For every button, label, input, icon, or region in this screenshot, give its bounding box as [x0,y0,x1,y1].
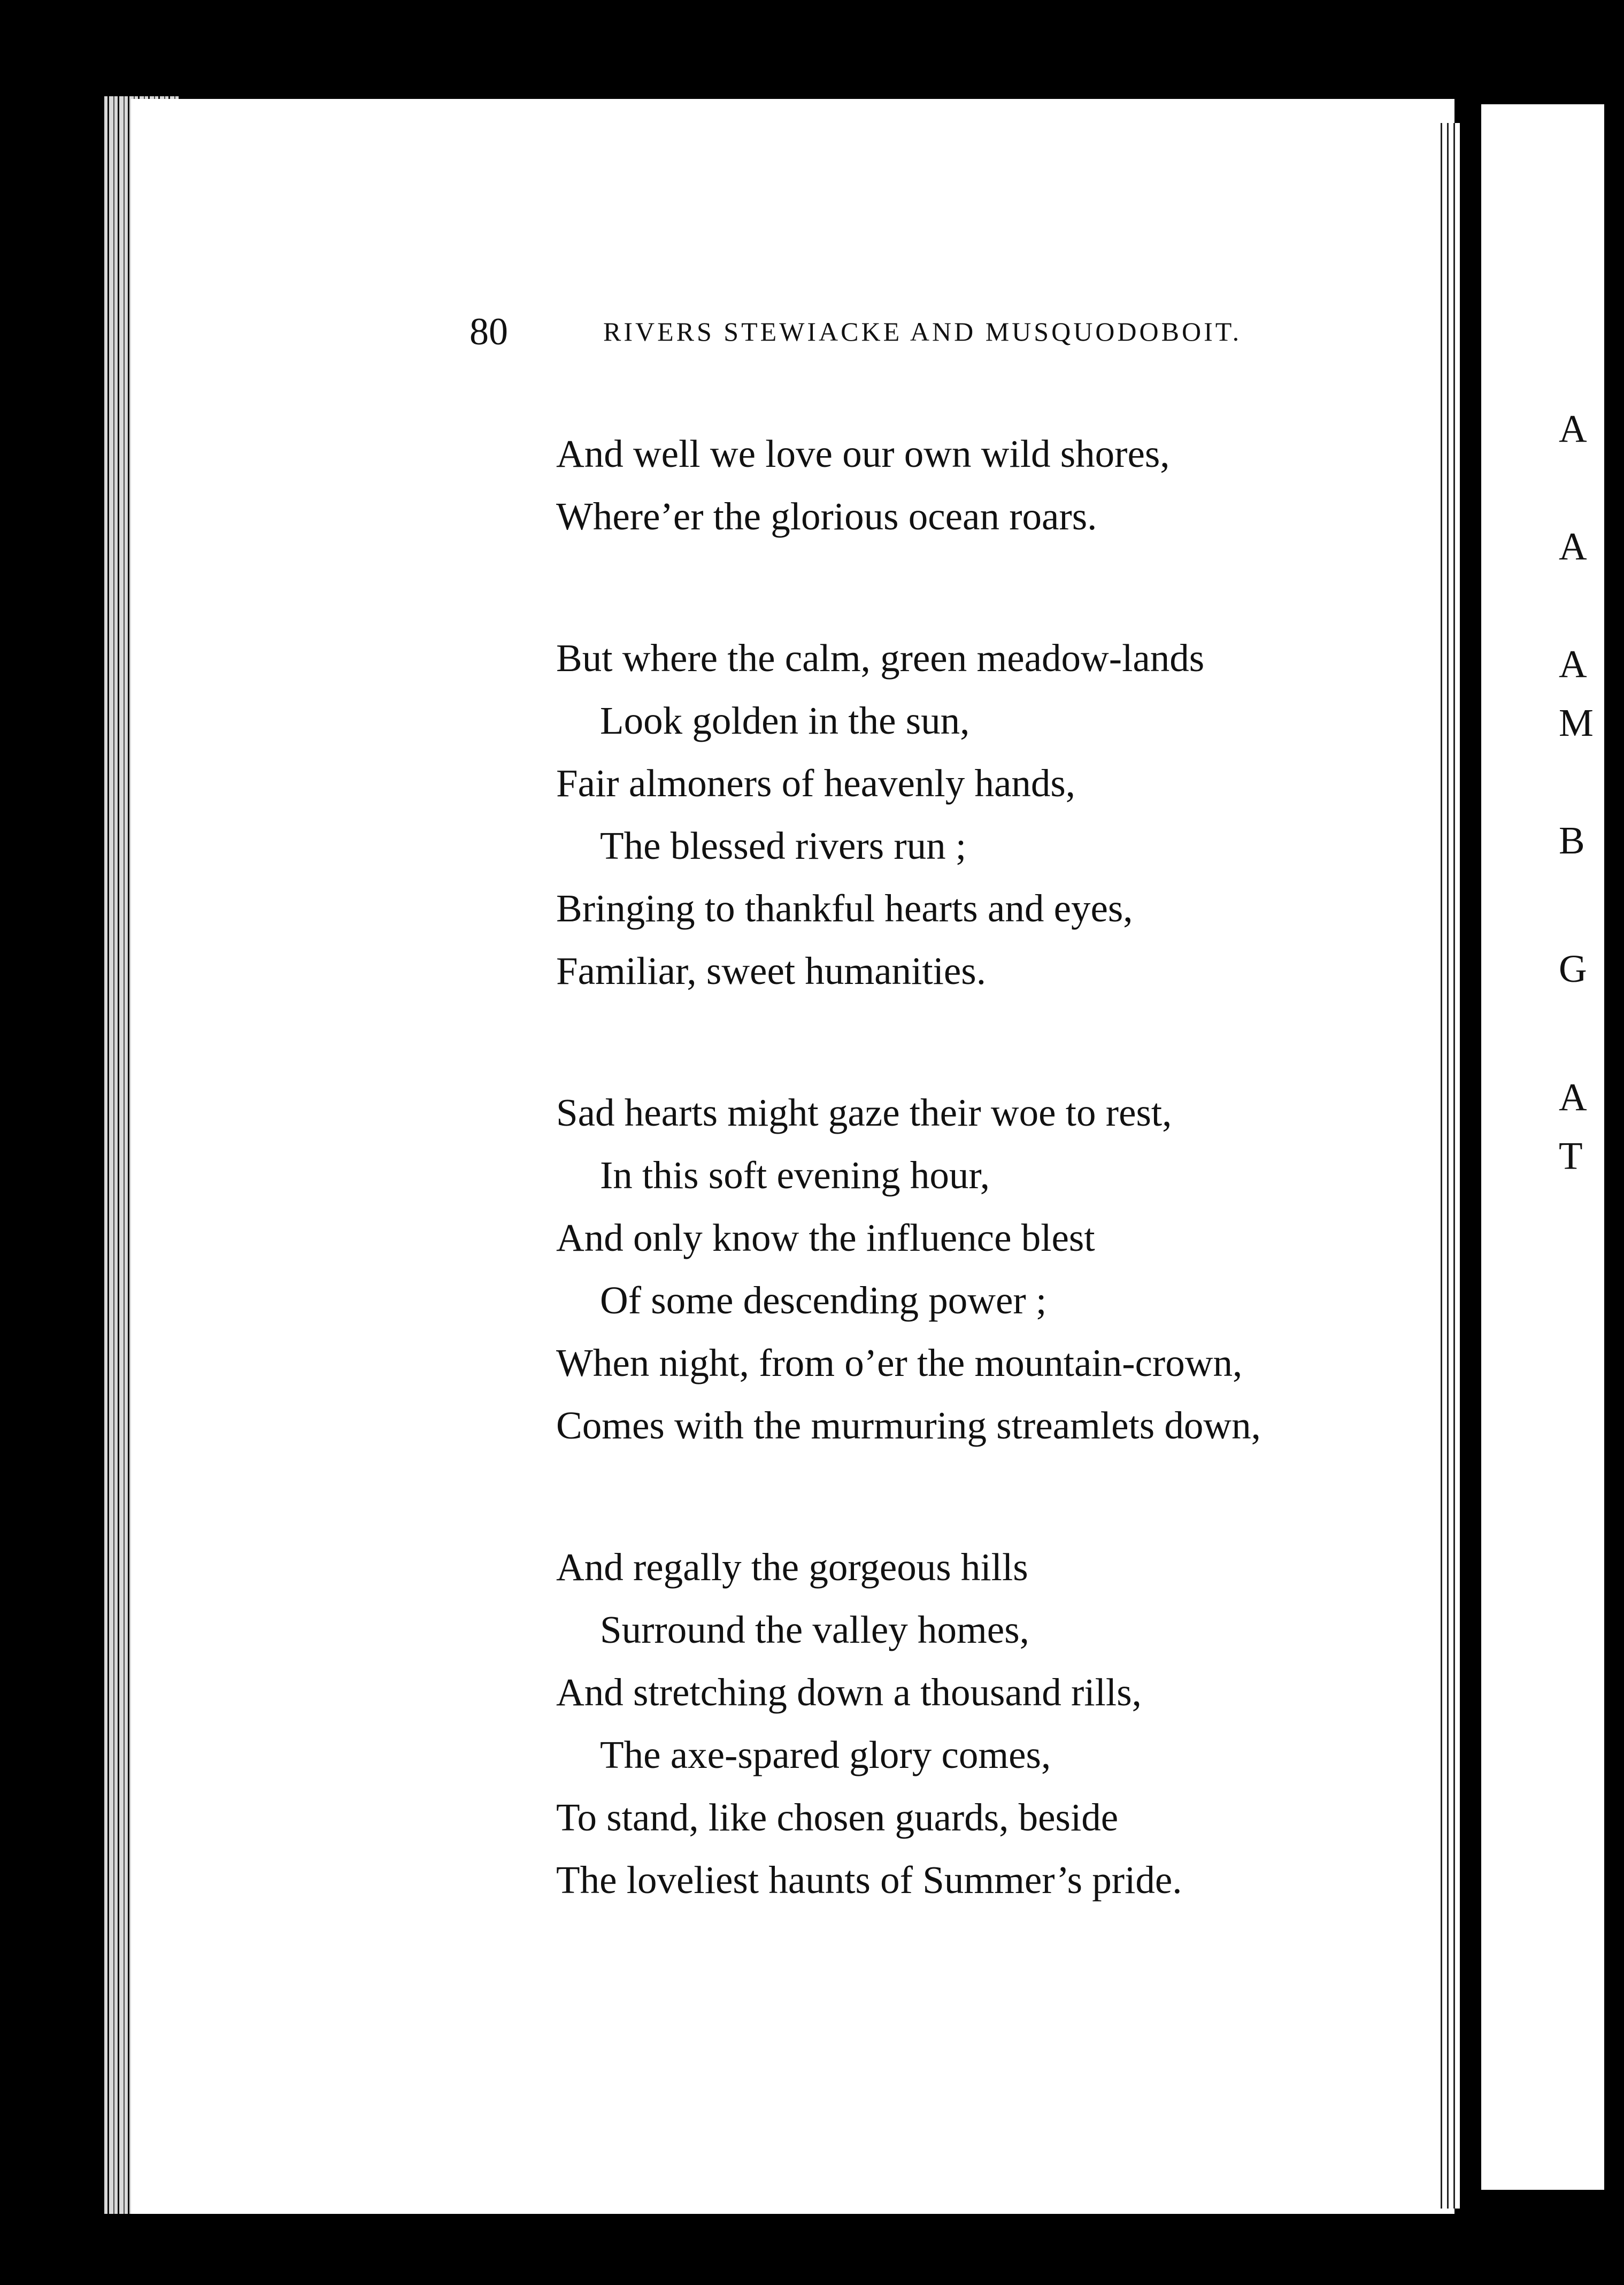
stanza [556,627,1433,1002]
poem-line-indented: Surround the valley homes, [600,1608,1029,1651]
facing-page-letter: G [1559,947,1587,990]
stanza [556,1081,1433,1457]
poem-line-indented: In this soft evening hour, [600,1153,990,1197]
poem-line-indented: The axe-spared glory comes, [600,1733,1051,1776]
poem-line: Comes with the murmuring streamlets down, [556,1404,1261,1447]
running-head [470,305,1400,358]
stanza [556,1536,1433,1911]
facing-page-letter: B [1559,819,1585,862]
running-title: RIVERS STEWIACKE AND MUSQUODOBOIT. [603,317,1242,347]
stanza [556,422,1433,548]
facing-page-letter: A [1559,1075,1587,1119]
poem-line: To stand, like chosen guards, beside [556,1796,1119,1839]
poem-line-indented: Of some descending power ; [600,1279,1047,1322]
poem-line: When night, from o’er the mountain-crown, [556,1341,1243,1384]
facing-page-letters [1559,406,1604,1209]
poem-line: And regally the gorgeous hills [556,1545,1028,1589]
facing-page-letter: T [1559,1134,1583,1178]
poem-line: And only know the influence blest [556,1216,1095,1259]
poem-line: And well we love our own wild shores, [556,432,1170,475]
poem-line: Sad hearts might gaze their woe to rest, [556,1091,1172,1134]
poem-line-indented: The blessed rivers run ; [600,824,967,867]
poem-line: Where’er the glorious ocean roars. [556,495,1097,538]
poem-line: But where the calm, green meadow-lands [556,636,1205,680]
facing-page-letter: A [1559,407,1587,450]
facing-page-letter: A [1559,642,1587,686]
poem-line: Familiar, sweet humanities. [556,949,986,993]
facing-page-letter: M [1559,701,1594,744]
poem-line: Fair almoners of heavenly hands, [556,761,1076,805]
poem-line-indented: Look golden in the sun, [600,699,970,742]
poem-line: And stretching down a thousand rills, [556,1671,1142,1714]
facing-page-letter: A [1559,525,1587,568]
page-number: 80 [470,310,508,353]
poem-line: Bringing to thankful hearts and eyes, [556,887,1133,930]
page-edge-shadow [1438,123,1460,2209]
poem-line: The loveliest haunts of Summer’s pride. [556,1858,1182,1902]
poem-body [556,422,1433,1911]
